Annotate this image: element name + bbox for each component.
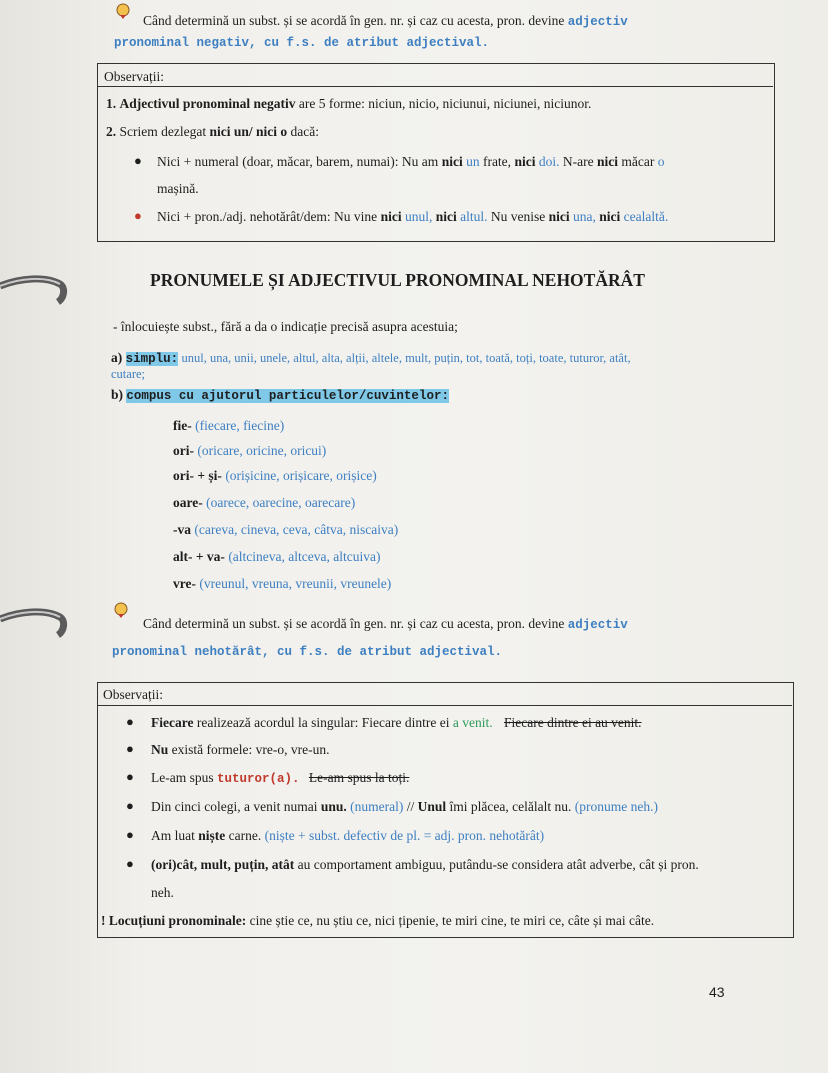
obs1-bullet2: Nici + pron./adj. nehotărât/dem: Nu vine nici unul, nici altul. Nu venise nici una, nici cealaltă. (157, 209, 669, 224)
obs1-title: Observații: (104, 69, 164, 84)
simple-forms-line2: cutare; (111, 367, 146, 381)
obs2-title-underline (98, 705, 792, 706)
section-heading: PRONUMELE ȘI ADJECTIVUL PRONOMINAL NEHOTĂRÂT (150, 270, 645, 290)
intro-indef-line2: pronominal nehotărât, cu f.s. de atribut adjectival. (112, 645, 503, 659)
obs1-item1: 1. Adjectivul pronominal negativ are 5 forme: niciun, nicio, niciunui, niciunei, niciunor. (106, 96, 592, 111)
bullet-dot: ● (126, 769, 134, 784)
obs2-item-fiecare: Fiecare realizează acordul la singular: Fiecare dintre ei a venit. Fiecare dintre ei au venit. (151, 715, 642, 730)
obs1-bullet1: Nici + numeral (doar, măcar, barem, numai): Nu am nici un frate, nici doi. N-are nici măcar o (157, 154, 665, 169)
bullet-dot: ● (126, 856, 134, 871)
simple-forms: a) simplu: unul, una, unii, unele, altul, alta, alții, altele, mult, puțin, tot, toată, toți, toate, tuturor, atât, (111, 350, 631, 366)
definition: - înlocuiește subst., fără a da o indicație precisă asupra acestuia; (113, 319, 458, 334)
obs2-item-ambiguous-line2: neh. (151, 885, 174, 900)
compound-row: ori- + și- (orișicine, orișicare, orișice) (173, 468, 377, 483)
obs2-item-unu: Din cinci colegi, a venit numai unu. (numeral) // Unul îmi plăcea, celălalt nu. (pronume neh.) (151, 799, 658, 814)
intro-negative-line2: pronominal negativ, cu f.s. de atribut adjectival. (114, 36, 490, 50)
bullet-dot: ● (134, 208, 142, 223)
bullet-dot: ● (126, 798, 134, 813)
obs2-item-niste: Am luat niște carne. (niște + subst. defectiv de pl. = adj. pron. nehotărât) (151, 828, 545, 843)
compound-row: ori- (oricare, oricine, oricui) (173, 443, 327, 458)
compound-row: oare- (oarece, oarecine, oarecare) (173, 495, 356, 510)
intro-negative-line1: Când determină un subst. și se acordă în gen. nr. și caz cu acesta, pron. devine adjectiv (143, 13, 628, 29)
bullet-dot: ● (126, 741, 134, 756)
binder-ring-bottom (0, 605, 70, 645)
compound-row: alt- + va- (altcineva, altceva, altcuiva) (173, 549, 381, 564)
compound-row: fie- (fiecare, fiecine) (173, 418, 285, 433)
obs2-item-vre: Nu există formele: vre-o, vre-un. (151, 742, 330, 757)
bullet-dot: ● (126, 714, 134, 729)
obs2-title: Observații: (103, 687, 163, 702)
obs1-item2: 2. Scriem dezlegat nici un/ nici o dacă: (106, 124, 319, 139)
bullet-dot: ● (126, 827, 134, 842)
compound-forms-title: b) compus cu ajutorul particulelor/cuvintelor: (111, 387, 449, 403)
compound-row: -va (careva, cineva, ceva, câtva, niscaiva) (173, 522, 399, 537)
compound-row: vre- (vreunul, vreuna, vreunii, vreunele) (173, 576, 392, 591)
page-number: 43 (709, 984, 725, 1000)
locutions-note: ! Locuțiuni pronominale: cine știe ce, nu știu ce, nici țipenie, te miri cine, te miri ce, câte și mai câte. (101, 913, 655, 928)
binder-ring-top (0, 272, 70, 312)
bullet-dot: ● (134, 153, 142, 168)
intro-indef-line1: Când determină un subst. și se acordă în gen. nr. și caz cu acesta, pron. devine adjectiv (143, 616, 628, 632)
obs1-title-underline (98, 86, 773, 87)
obs2-item-tuturor: Le-am spus tuturor(a). Le-am spus la toți. (151, 770, 410, 786)
obs1-bullet1-line2: mașină. (157, 181, 199, 196)
pencil-icon (112, 601, 130, 619)
pencil-icon (114, 2, 132, 20)
obs2-item-ambiguous: (ori)cât, mult, puțin, atât au comportament ambiguu, putându-se considera atât adverbe, cât și pron. (151, 857, 699, 872)
